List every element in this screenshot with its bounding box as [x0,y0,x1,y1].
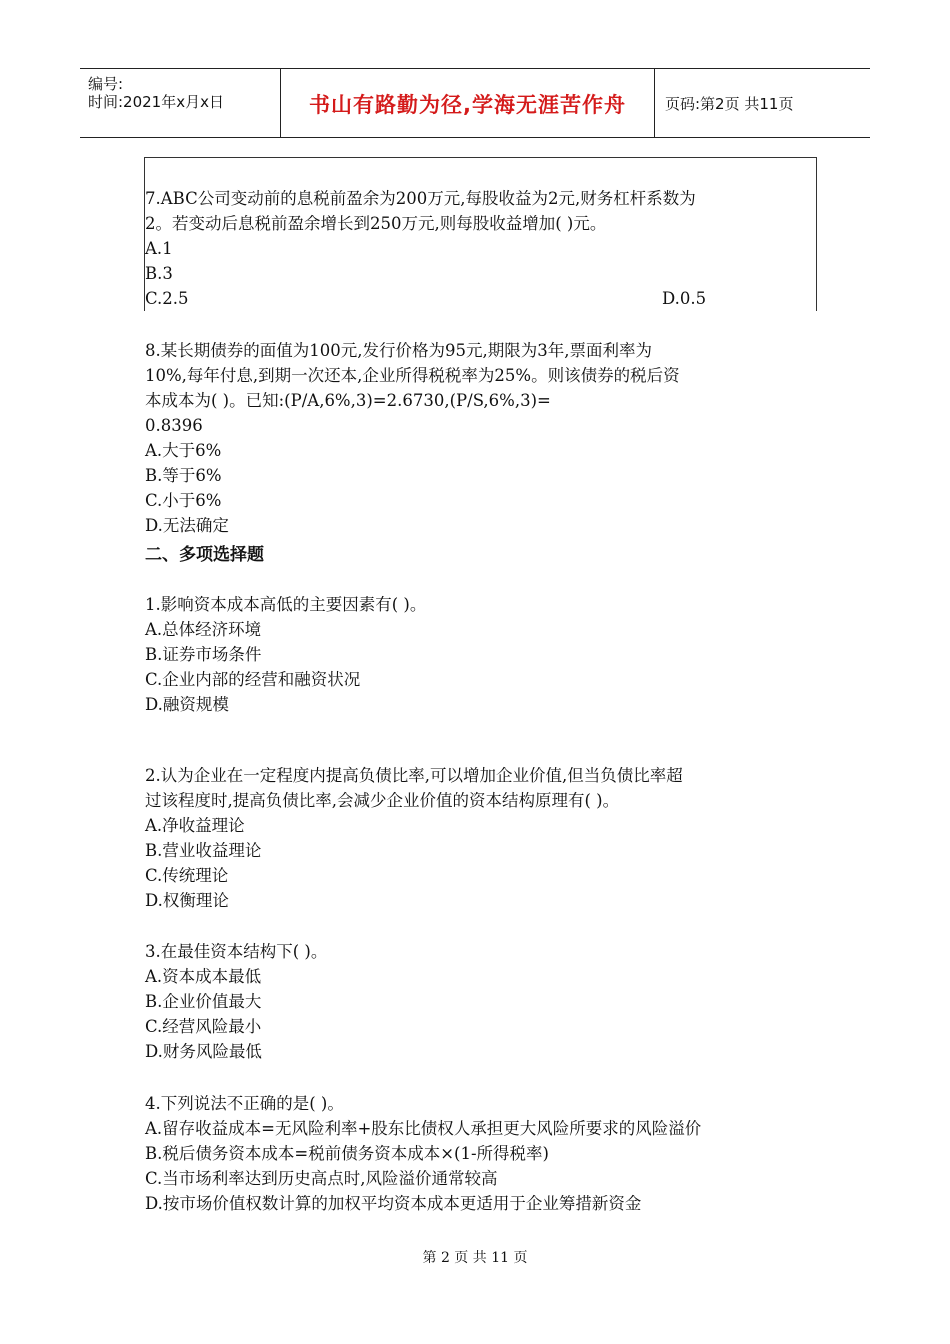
code-label: 编号: [88,75,124,93]
m2-option-b: B.营业收益理论 [145,841,262,860]
m4-option-b: B.税后债务资本成本=税前债务资本成本×(1-所得税率) [145,1144,549,1163]
q8-option-b: B.等于6% [145,466,222,485]
section-title: 二、多项选择题 [145,545,264,565]
m3-option-a: A.资本成本最低 [145,967,262,986]
m2-option-d: D.权衡理论 [145,891,229,910]
page-footer: 第 2 页 共 11 页 [422,1250,528,1266]
page-info: 页码:第2页 共11页 [665,95,794,113]
time-label: 时间:2021年x月x日 [88,93,224,111]
motto-text: 书山有路勤为径,学海无涯苦作舟 [309,93,626,117]
m2-option-a: A.净收益理论 [145,816,245,835]
q7-line1: 7.ABC公司变动前的息税前盈余为200万元,每股收益为2元,财务杠杆系数为 [145,189,696,208]
header-middle-cell [281,69,655,137]
q8-line4: 0.8396 [145,416,203,435]
q8-line3: 本成本为( )。已知:(P/A,6%,3)=2.6730,(P/S,6%,3)= [145,391,551,410]
page-header [80,68,870,138]
q8-line1: 8.某长期债券的面值为100元,发行价格为95元,期限为3年,票面利率为 [145,341,652,360]
q8-line2: 10%,每年付息,到期一次还本,企业所得税税率为25%。则该债券的税后资 [145,366,680,385]
m2-line1: 2.认为企业在一定程度内提高负债比率,可以增加企业价值,但当负债比率超 [145,766,683,785]
header-left-cell [80,69,281,137]
q7-option-a: A.1 [145,239,173,258]
q7-option-d: D.0.5 [662,289,707,308]
m1-option-c: C.企业内部的经营和融资状况 [145,670,361,689]
m4-option-c: C.当市场利率达到历史高点时,风险溢价通常较高 [145,1169,498,1188]
m4-option-d: D.按市场价值权数计算的加权平均资本成本更适用于企业筹措新资金 [145,1194,642,1213]
m4-stem: 4.下列说法不正确的是( )。 [145,1094,344,1113]
m4-option-a: A.留存收益成本=无风险利率+股东比债权人承担更大风险所要求的风险溢价 [145,1119,702,1138]
m3-option-b: B.企业价值最大 [145,992,262,1011]
q7-option-c: C.2.5 [145,289,189,308]
q8-option-a: A.大于6% [145,441,222,460]
m1-option-d: D.融资规模 [145,695,229,714]
q8-option-c: C.小于6% [145,491,222,510]
q8-option-d: D.无法确定 [145,516,229,535]
m3-option-d: D.财务风险最低 [145,1042,262,1061]
q7-line2: 2。若变动后息税前盈余增长到250万元,则每股收益增加( )元。 [145,214,607,233]
m2-line2: 过该程度时,提高负债比率,会减少企业价值的资本结构原理有( )。 [145,791,620,810]
m1-option-b: B.证券市场条件 [145,645,262,664]
m3-stem: 3.在最佳资本结构下( )。 [145,942,328,961]
m3-option-c: C.经营风险最小 [145,1017,262,1036]
header-right-cell [655,69,870,137]
m1-stem: 1.影响资本成本高低的主要因素有( )。 [145,595,427,614]
m2-option-c: C.传统理论 [145,866,229,885]
q7-option-b: B.3 [145,264,173,283]
m1-option-a: A.总体经济环境 [145,620,262,639]
